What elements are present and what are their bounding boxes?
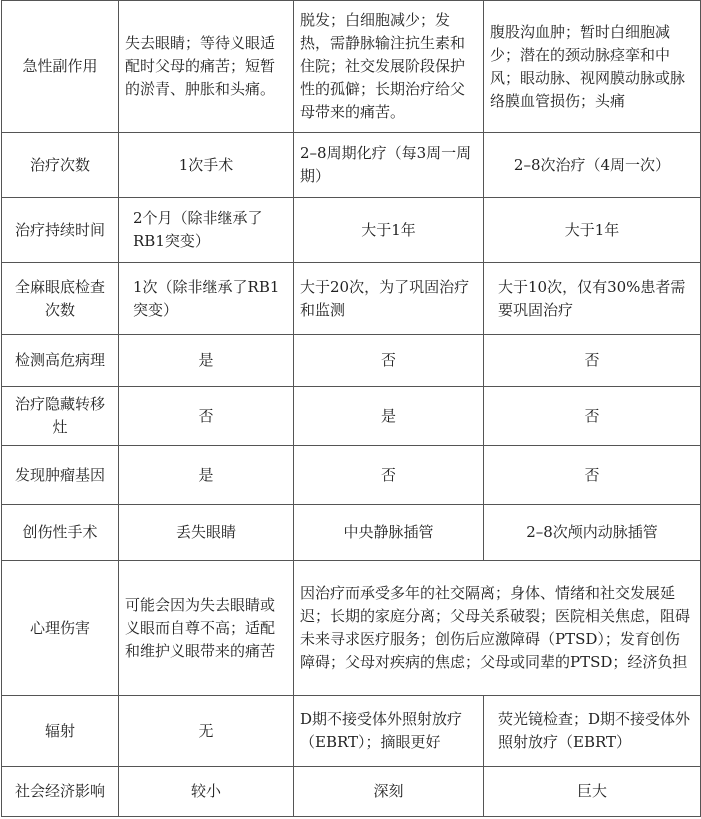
iac-cell: 大于10次，仅有30%患者需要巩固治疗 <box>484 263 701 335</box>
surgery-cell: 是 <box>119 335 294 387</box>
surgery-cell: 是 <box>119 446 294 505</box>
table-row <box>2 696 701 767</box>
iac-cell: 荧光镜检查；D期不接受体外照射放疗（EBRT） <box>484 696 701 767</box>
surgery-cell: 丢失眼睛 <box>119 505 294 561</box>
surgery-cell: 1次手术 <box>119 133 294 198</box>
table-row <box>2 1 701 133</box>
row-label: 治疗持续时间 <box>2 198 119 263</box>
iac-cell: 否 <box>484 446 701 505</box>
table-row <box>2 335 701 387</box>
iac-cell: 2–8次颅内动脉插管 <box>484 505 701 561</box>
row-label: 检测高危病理 <box>2 335 119 387</box>
comparison-table <box>1 0 701 817</box>
surgery-cell: 可能会因为失去眼睛或义眼而自尊不高；适配和维护义眼带来的痛苦 <box>119 561 294 696</box>
row-label: 急性副作用 <box>2 1 119 133</box>
iac-cell: 2–8次治疗（4周一次） <box>484 133 701 198</box>
table-row <box>2 198 701 263</box>
merged-cell: 因治疗而承受多年的社交隔离；身体、情绪和社交发展延迟；长期的家庭分离；父母关系破裂；医院相关焦虑，阻碍未来寻求医疗服务；创伤后应激障碍（PTSD）；发育创伤障碍；父母对疾病的焦虑；父母或同辈的PTSD；经济负担 <box>294 561 701 696</box>
row-label: 社会经济影响 <box>2 767 119 817</box>
chemo-cell: 深刻 <box>294 767 484 817</box>
table-row <box>2 263 701 335</box>
surgery-cell: 较小 <box>119 767 294 817</box>
row-label: 发现肿瘤基因 <box>2 446 119 505</box>
table-row <box>2 446 701 505</box>
iac-cell: 否 <box>484 335 701 387</box>
row-label: 治疗次数 <box>2 133 119 198</box>
row-label: 全麻眼底检查次数 <box>2 263 119 335</box>
table-row <box>2 561 701 696</box>
chemo-cell: 大于1年 <box>294 198 484 263</box>
row-label: 创伤性手术 <box>2 505 119 561</box>
iac-cell: 大于1年 <box>484 198 701 263</box>
row-label: 辐射 <box>2 696 119 767</box>
iac-cell: 腹股沟血肿；暂时白细胞减少；潜在的颈动脉痉挛和中风；眼动脉、视网膜动脉或脉络膜血管损伤；头痛 <box>484 1 701 133</box>
chemo-cell: 脱发；白细胞减少；发热，需静脉输注抗生素和住院；社交发展阶段保护性的孤僻；长期治疗给父母带来的痛苦。 <box>294 1 484 133</box>
iac-cell: 巨大 <box>484 767 701 817</box>
table-row <box>2 387 701 446</box>
table-row <box>2 505 701 561</box>
chemo-cell: 否 <box>294 446 484 505</box>
chemo-cell: 2–8周期化疗（每3周一周期） <box>294 133 484 198</box>
surgery-cell: 无 <box>119 696 294 767</box>
row-label: 治疗隐藏转移灶 <box>2 387 119 446</box>
surgery-cell: 1次（除非继承了RB1突变） <box>119 263 294 335</box>
surgery-cell: 2个月（除非继承了RB1突变） <box>119 198 294 263</box>
chemo-cell: D期不接受体外照射放疗（EBRT）；摘眼更好 <box>294 696 484 767</box>
chemo-cell: 是 <box>294 387 484 446</box>
row-label: 心理伤害 <box>2 561 119 696</box>
surgery-cell: 否 <box>119 387 294 446</box>
surgery-cell: 失去眼睛；等待义眼适配时父母的痛苦；短暂的淤青、肿胀和头痛。 <box>119 1 294 133</box>
table-row <box>2 133 701 198</box>
chemo-cell: 否 <box>294 335 484 387</box>
chemo-cell: 中央静脉插管 <box>294 505 484 561</box>
chemo-cell: 大于20次，为了巩固治疗和监测 <box>294 263 484 335</box>
table-row <box>2 767 701 817</box>
iac-cell: 否 <box>484 387 701 446</box>
